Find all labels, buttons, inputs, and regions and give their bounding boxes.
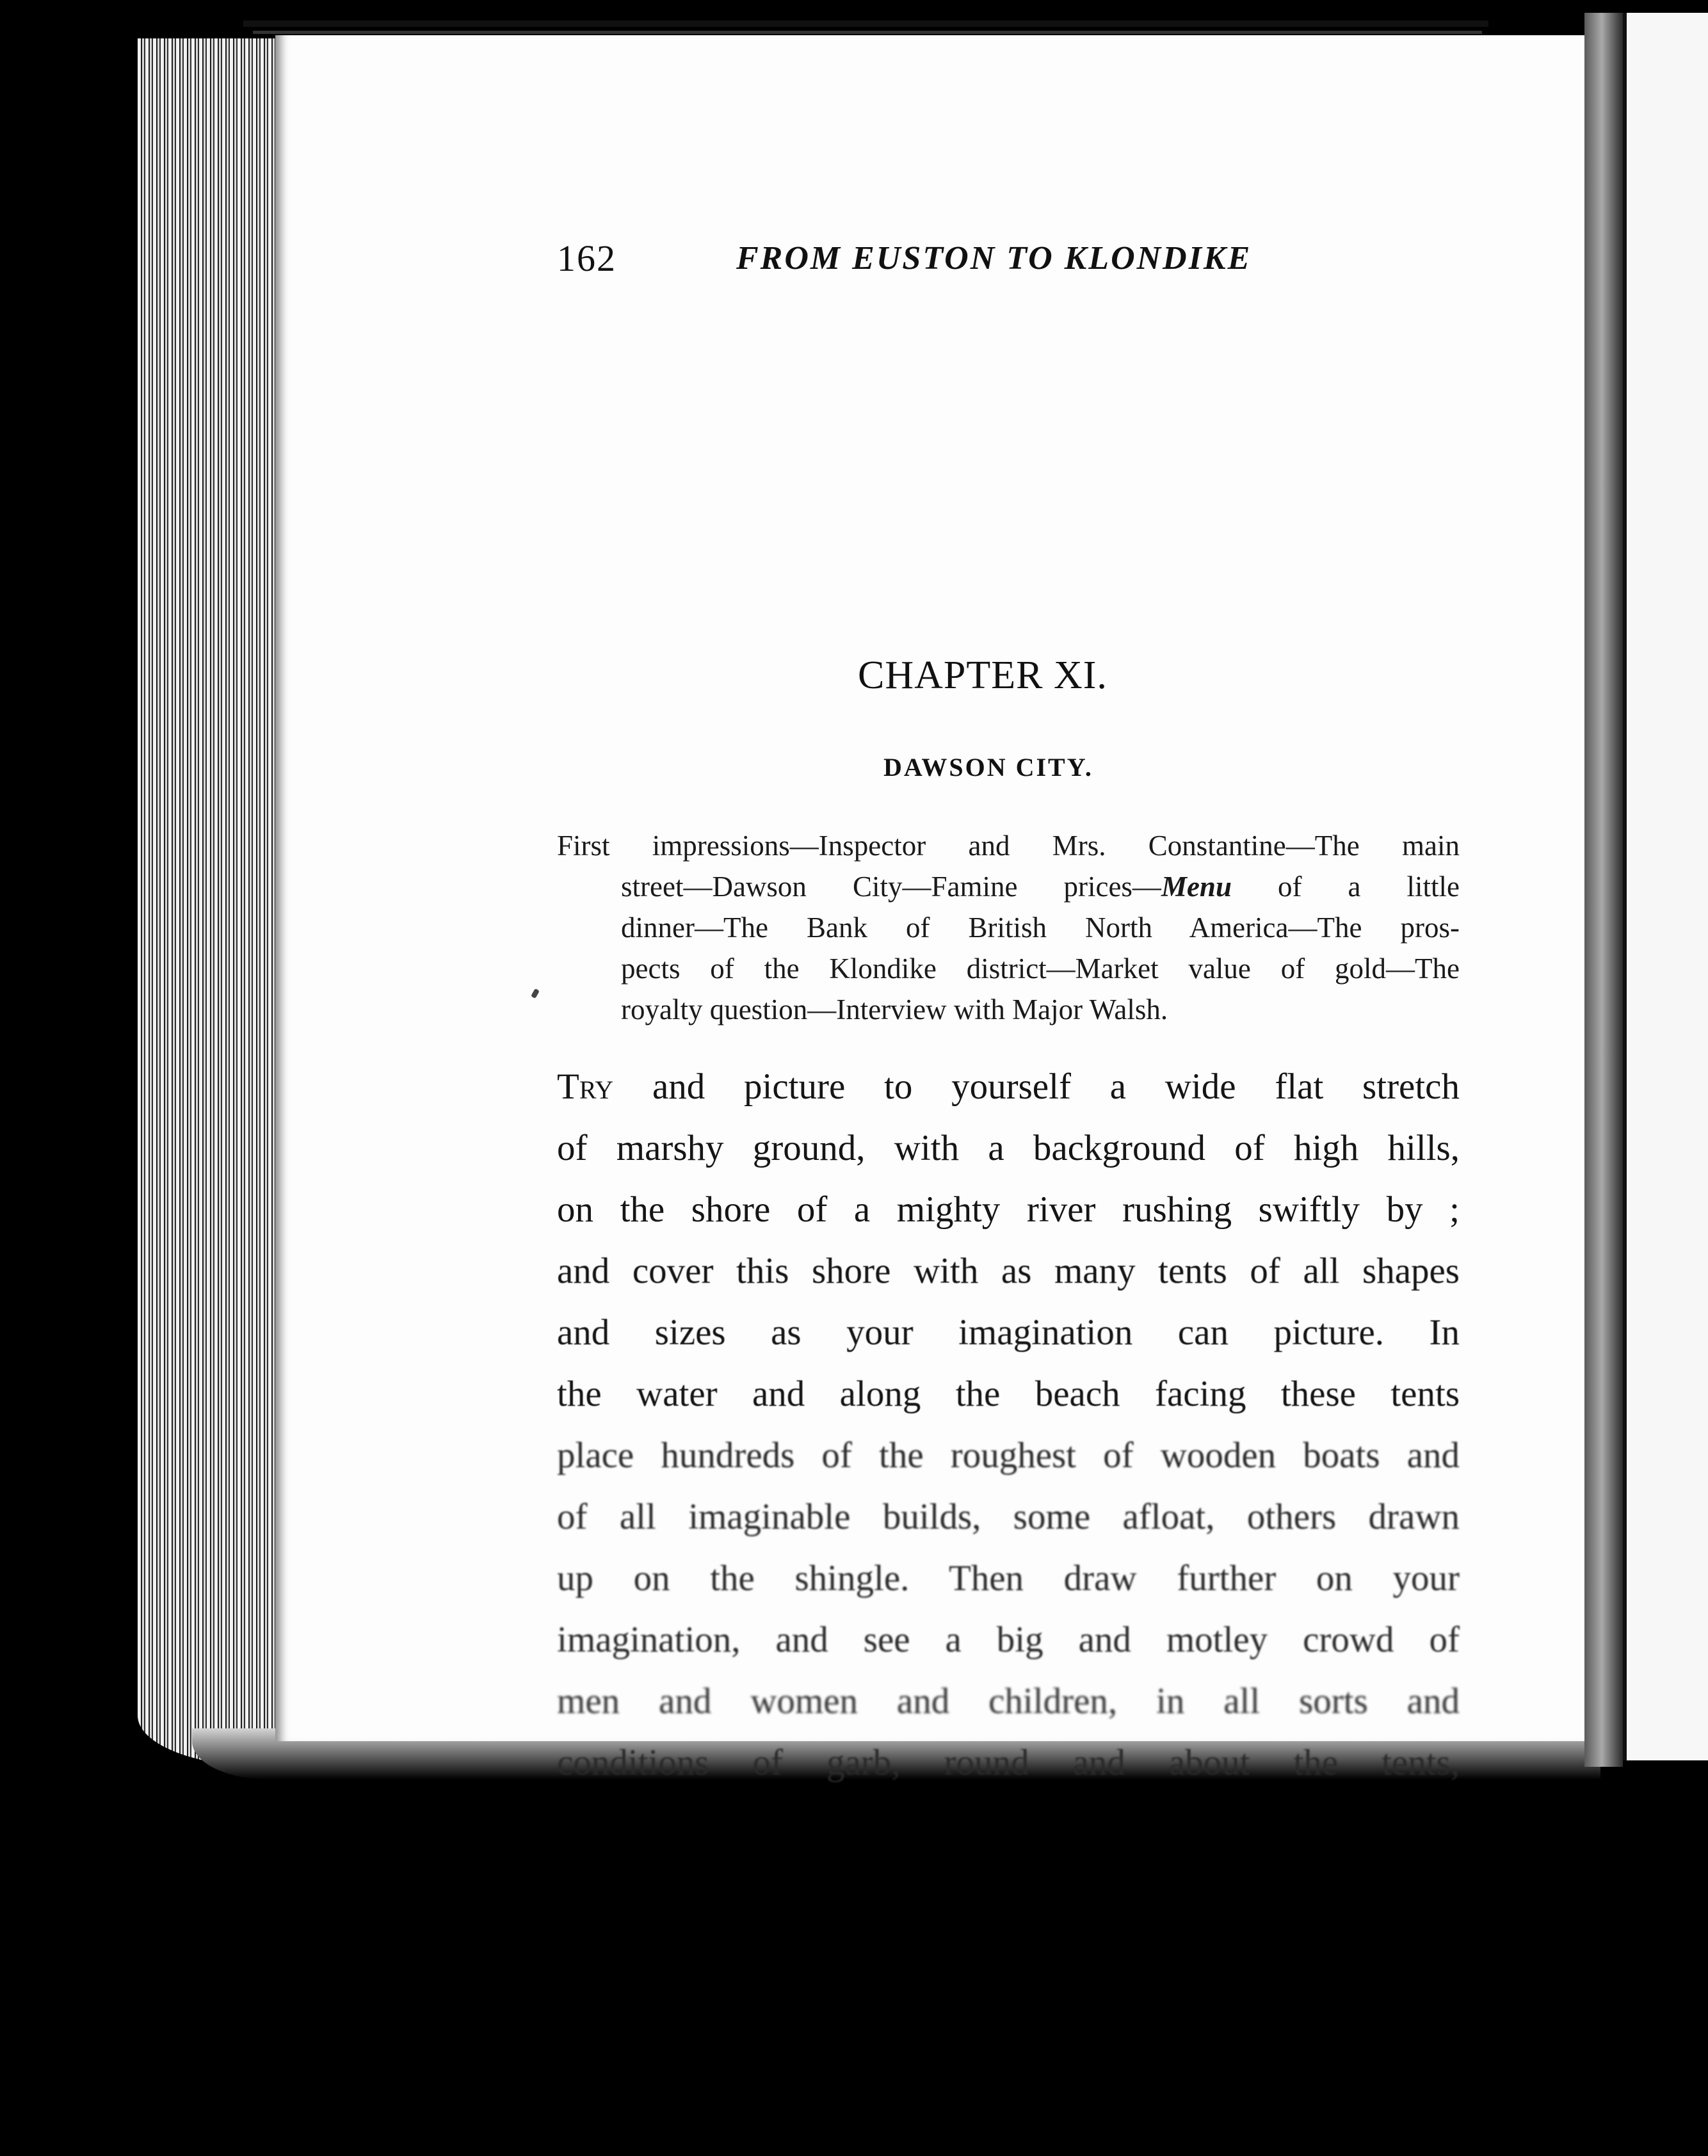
- drop-word: Try: [557, 1066, 614, 1107]
- gutter-right: [1584, 13, 1623, 1767]
- body-line: conditions of garb, round and about the tents,: [557, 1742, 1460, 1783]
- running-head: [557, 237, 1303, 288]
- body-line: the water and along the beach facing these tents: [557, 1374, 1460, 1414]
- chapter-subtitle: DAWSON CITY.: [883, 753, 1093, 782]
- body-line: of marshy ground, with a background of high hills,: [557, 1128, 1460, 1168]
- body-line: on the shore of a mighty river rushing swiftly by ;: [557, 1189, 1460, 1230]
- bottom-border: [0, 1780, 1708, 2156]
- synopsis-line: pects of the Klondike district—Market value of gold—The: [621, 953, 1460, 985]
- body-line: and sizes as your imagination can picture. In: [557, 1312, 1460, 1353]
- body-line: men and women and children, in all sorts and: [557, 1681, 1460, 1721]
- facing-page-edge: [1623, 13, 1708, 1760]
- synopsis-line: street—Dawson City—Famine prices—Menu of a little: [621, 871, 1460, 903]
- synopsis-line: dinner—The Bank of British North America—The pros-: [621, 912, 1460, 944]
- synopsis-line: royalty question—Interview with Major Walsh.: [621, 994, 1168, 1026]
- body-line: up on the shingle. Then draw further on your: [557, 1558, 1460, 1598]
- top-border: [0, 0, 1708, 18]
- body-line: of all imaginable builds, some afloat, others drawn: [557, 1497, 1460, 1537]
- page-edges: [138, 38, 298, 1767]
- synopsis-line: First impressions—Inspector and Mrs. Constantine—The main: [557, 830, 1460, 862]
- page-number: 162: [557, 237, 616, 279]
- body-line: place hundreds of the roughest of wooden boats and: [557, 1435, 1460, 1476]
- body-line: imagination, and see a big and motley crowd of: [557, 1620, 1460, 1660]
- page-top-edge-inner: [253, 31, 1482, 34]
- page-top-edge: [243, 20, 1488, 27]
- chapter-title: CHAPTER XI.: [858, 654, 1108, 697]
- running-title: FROM EUSTON TO KLONDIKE: [736, 240, 1252, 277]
- body-line: Try and picture to yourself a wide flat stretch: [557, 1066, 1460, 1107]
- body-line: and cover this shore with as many tents of all shapes: [557, 1251, 1460, 1291]
